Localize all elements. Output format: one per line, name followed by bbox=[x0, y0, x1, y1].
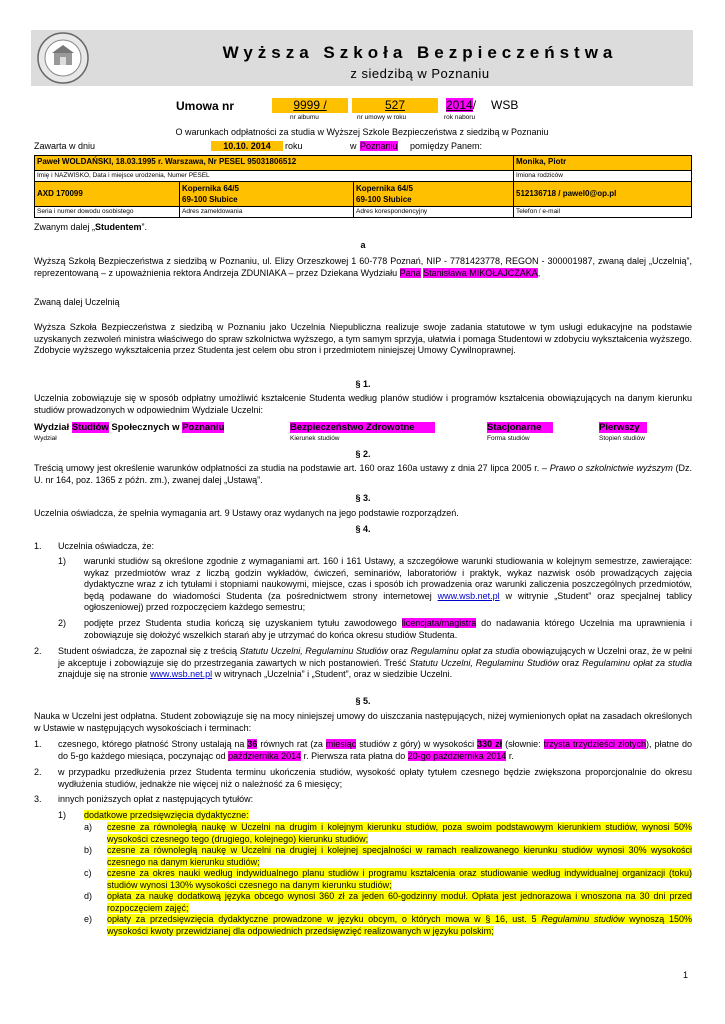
section-5: § 5. bbox=[355, 696, 371, 706]
section-2-text: Treścią umowy jest określenie warunków odpłatności za studia na podstawie art. 160 oraz 160a ustawy z dnia 27 lipca 2005 r. – Prawo o szkolnictwie wyższym (Dz. U. nr 164, poz. 1365 z późn. zm.), zwanej dalej „Ustawą”. bbox=[34, 463, 693, 485]
s4-sub-1: warunki studiów są określone zgodnie z wymaganiami art. 160 i 161 Ustawy, a szczegółowe warunki studiowania w kolejnym semestrze, zawierające: wykaz przedmiotów wraz z liczbą godzin wykładów, ćwiczeń, seminariów, laboratoriów i praktyk, wykaz nazwisk osób prowadzących zajęcia dydaktyczne wraz z ich tytułami i stopniami naukowymi, miejsce, czas i sposób ich prowadzenia oraz warunki zaliczenia poszczególnych przedmiotów, będą podawane do wiadomości Studenta (za pośrednictwem strony internetowej www.wsb.net.pl w witrynie „Student” oraz specjalnej tablicy ogłoszeniowej) przed rozpoczęciem każdego semestru; bbox=[84, 556, 692, 612]
faculty-caption: Wydział bbox=[34, 435, 57, 442]
s5-sub-1c-num: c) bbox=[84, 868, 92, 878]
s4-sub-1-num: 1) bbox=[58, 556, 67, 566]
contract-caption: nr umowy w roku bbox=[357, 114, 407, 121]
s5-sub-1b: czesne za równoległą naukę w Uczelni na drugiej i kolejnej specjalności w ramach realizowanego kierunku studiów wynosi 30% wysokości czesnego na danym kierunku studiów; bbox=[107, 845, 692, 867]
student-name-cell: Paweł WOLDAŃSKI, 18.03.1995 r. Warszawa, Nr PESEL 95031806512 bbox=[35, 156, 514, 171]
corr-address-cell: Kopernika 64/5 69-100 Słubice bbox=[354, 182, 514, 207]
section-2: § 2. bbox=[355, 449, 371, 459]
degree-caption: Stopień studiów bbox=[599, 435, 645, 442]
page-number: 1 bbox=[683, 970, 689, 980]
s5-item-2: w przypadku przedłużenia przez Studenta terminu ukończenia studiów, wysokość opłaty tytułem czesnego będzie zwiększona proporcjonalnie do okresu wydłużenia studiów, jednakże nie więcej niż o należność za 6 miesięcy; bbox=[58, 767, 692, 789]
album-number: 9999 / bbox=[272, 98, 348, 113]
parents-cell: Monika, Piotr bbox=[514, 156, 692, 171]
reg-caption: Adres zameldowania bbox=[180, 207, 354, 218]
s5-sub-1-num: 1) bbox=[58, 810, 67, 820]
s5-item-2-num: 2. bbox=[34, 767, 42, 777]
wsb-link[interactable]: www.wsb.net.pl bbox=[437, 590, 500, 601]
section-5-text: Nauka w Uczelni jest odpłatna. Student zobowiązuje się na mocy niniejszej umowy do uiszczania następujących, niżej wymienionych opłat na zasadach określonych w Ustawie w następujących wysokościach i terminach: bbox=[34, 711, 692, 733]
year-caption: rok naboru bbox=[444, 114, 476, 121]
section-4: § 4. bbox=[355, 524, 371, 534]
date-suffix: roku bbox=[285, 141, 303, 151]
s5-sub-1e: opłaty za przedsięwzięcia dydaktyczne prowadzone w języku obcym, o których mowa w § 16, ust. 5 Regulaminu studiów wynoszą 150% wysokości kwoty przewidzianej dla odpowiednich przedsięwzięć realizowanych w języku polskim; bbox=[107, 914, 693, 936]
section-1: § 1. bbox=[355, 379, 371, 389]
student-name-caption: Imię i NAZWISKO, Data i miejsce urodzenia, Numer PESEL bbox=[35, 171, 514, 182]
s5-item-1-num: 1. bbox=[34, 739, 42, 749]
reg-address-cell: Kopernika 64/5 69-100 Słubice bbox=[180, 182, 354, 207]
mode-caption: Forma studiów bbox=[487, 435, 530, 442]
section-3-text: Uczelnia oświadcza, że spełnia wymagania art. 9 Ustawy oraz wydanych na jego podstawie rozporządzeń. bbox=[34, 508, 459, 518]
page-title: Wyższa Szkoła Bezpieczeństwa bbox=[222, 43, 618, 62]
contract-place: Poznaniu bbox=[360, 141, 398, 151]
year-field: 2014/ bbox=[446, 98, 477, 112]
s4-sub-2: podjęte przez Studenta studia kończą się uzyskaniem tytułu zawodowego licencjata/magistra do nadawania którego Uczelnia ma uprawnienia i zobowiązuje się dołożyć wszelkich starań aby je utrzymać do końca okresu studiów Studenta. bbox=[84, 618, 692, 640]
s5-sub-1a-num: a) bbox=[84, 822, 93, 832]
id-cell: AXD 170099 bbox=[35, 182, 180, 207]
id-caption: Seria i numer dowodu osobistego bbox=[35, 207, 180, 218]
section-3: § 3. bbox=[355, 493, 371, 503]
faculty-value: Wydział Studiów Społecznych w Poznaniu bbox=[34, 422, 225, 433]
contract-number: 527 bbox=[352, 98, 438, 113]
contact-cell: 512136718 / pawel0@op.pl bbox=[514, 182, 692, 207]
date-line: Zawarta w dniu bbox=[34, 141, 96, 151]
parents-caption: Imiona rodziców bbox=[514, 171, 692, 182]
s4-item-2: Student oświadcza, że zapoznał się z treścią Statutu Uczelni, Regulaminu Studiów oraz Regulaminu opłat za studia obowiązujących w Uczelni oraz, że w pełni je akceptuje i zobowiązuje się do przestrzegania zawartych w nich postanowień. Treść Statutu Uczelni, Regulaminu Studiów oraz Regulaminu opłat za studia znajduje się na stronie www.wsb.net.pl w witrynach „Uczelnia” i „Student”, oraz w siedzibie Uczelni. bbox=[58, 646, 693, 679]
contract-date: 10.10. 2014 bbox=[211, 141, 283, 151]
section-1-text: Uczelnia zobowiązuje się w sposób odpłatny umożliwić kształcenie Studenta według planów studiów i programów kształcenia obowiązujących na danym kierunku studiów prowadzonych w odpowiednim Wydziale Uczelni: bbox=[34, 393, 692, 415]
contact-caption: Telefon / e-mail bbox=[514, 207, 692, 218]
s5-sub-1: dodatkowe przedsięwzięcia dydaktyczne: bbox=[84, 810, 249, 820]
field-value: Bezpieczeństwo Zdrowotne bbox=[290, 422, 435, 433]
named-student: Zwanym dalej „Studentem”. bbox=[34, 222, 148, 232]
field-caption: Kierunek studiów bbox=[290, 435, 340, 442]
s5-item-1: czesnego, którego płatność Strony ustalają na 36 równych rat (za miesiąc studiów z góry) w wysokości 330 zł (słownie: trzysta trzydzieści złotych), płatne do do 5-go każdego miesiąca, poczynając od października 2014 r. Pierwsza rata płatna do 20-go października 2014 r. bbox=[58, 739, 692, 761]
university-logo bbox=[34, 31, 92, 85]
s4-sub-2-num: 2) bbox=[58, 618, 67, 628]
wsb-link[interactable]: www.wsb.net.pl bbox=[150, 669, 213, 679]
s5-item-3-num: 3. bbox=[34, 794, 42, 804]
s5-item-3: innych poniższych opłat z następujących tytułów: bbox=[58, 794, 254, 804]
intro-paragraph: Wyższa Szkoła Bezpieczeństwa z siedzibą w Poznaniu jako Uczelnia Niepubliczna realizuje swoje zadania statutowe w tym usługi edukacyjne na podstawie uzyskanych zezwoleń ministra właściwego do spraw szkolnictwa wyższego, a tym samym sprzyja, ułatwia i pomaga Studentowi w zdobyciu wykształcenia wyższego. Zdobycie wyższego wykształcenia przez Studenta jest celem obu stron i przedmiotem niniejszej Umowy Cywilnoprawnej. bbox=[34, 322, 692, 355]
corr-caption: Adres korespondencyjny bbox=[354, 207, 514, 218]
page-subtitle: z siedzibą w Poznaniu bbox=[350, 66, 490, 81]
s5-sub-1d: opłata za naukę dodatkową języka obcego wynosi 360 zł za jeden 60-godzinny moduł. Opłata jest jednorazowa i wnoszona na 30 dni przed rozpoczęciem zajęć; bbox=[107, 891, 692, 913]
conditions-line: O warunkach odpłatności za studia w Wyższej Szkole Bezpieczeństwa z siedzibą w Poznaniu bbox=[175, 127, 549, 137]
place-suffix: pomiędzy Panem: bbox=[410, 141, 483, 151]
s4-item-1: Uczelnia oświadcza, że: bbox=[58, 541, 155, 551]
s5-sub-1b-num: b) bbox=[84, 845, 93, 855]
s5-sub-1d-num: d) bbox=[84, 891, 93, 901]
party-paragraph: Wyższą Szkołą Bezpieczeństwa z siedzibą w Poznaniu, ul. Elizy Orzeszkowej 1 60-778 Poznań, NIP - 7781423778, REGON - 300001987, zwaną dalej „Uczelnią”, reprezentowaną – z upoważnienia rektora Andrzeja ZDUNIAKA – przez Dziekana Wydziału Pana Stanisława MIKOŁAJCZAKA, bbox=[34, 256, 692, 278]
place-prefix: w bbox=[350, 141, 357, 151]
s5-sub-1e-num: e) bbox=[84, 914, 93, 924]
s5-sub-1c: czesne za okres nauki według indywidualnego planu studiów i programu kształcenia oraz studiowanie według indywidualnej organizacji (toku) studiów wynosi 130% wysokości czesnego na danym kierunku studiów; bbox=[107, 868, 692, 890]
s5-sub-1a: czesne za równoległą naukę w Uczelni na drugim i kolejnym kierunku studiów, poza swoim podstawowym kierunkiem studiów, wynosi 50% wysokości czesnego tego (drugiego, kolejnego) kierunku studiów; bbox=[107, 822, 692, 844]
album-caption: nr albumu bbox=[290, 114, 319, 121]
s4-item-2-num: 2. bbox=[34, 646, 42, 656]
degree-value: Pierwszy bbox=[599, 422, 647, 433]
and-separator: a bbox=[360, 240, 366, 250]
named-uczelnia: Zwaną dalej Uczelnią bbox=[34, 297, 120, 307]
student-table bbox=[34, 155, 692, 218]
school-code: WSB bbox=[491, 98, 519, 112]
mode-value: Stacjonarne bbox=[487, 422, 553, 433]
s4-item-1-num: 1. bbox=[34, 541, 42, 551]
contract-label: Umowa nr bbox=[176, 99, 235, 113]
